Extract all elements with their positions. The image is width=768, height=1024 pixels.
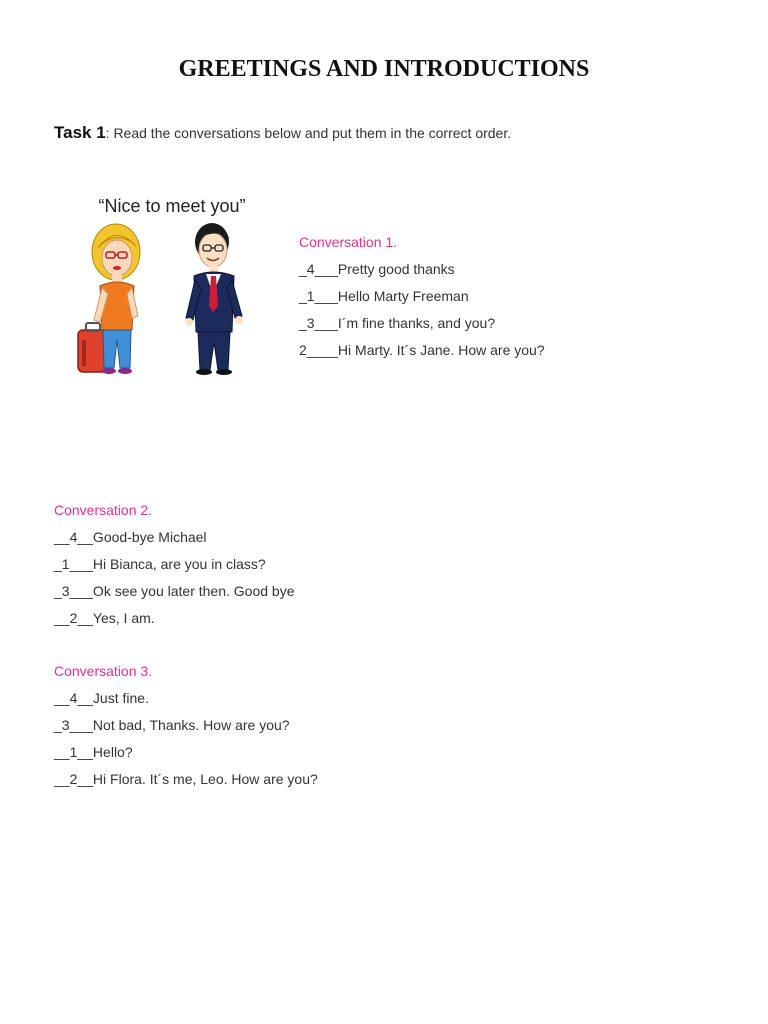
conversation-line: 2____Hi Marty. It´s Jane. How are you? — [299, 342, 545, 358]
two-people-greeting-icon — [72, 190, 272, 380]
conversation-line: __2__Hi Flora. It´s me, Leo. How are you? — [54, 771, 318, 787]
conversation-3 — [54, 662, 318, 797]
conversation-1 — [299, 233, 545, 368]
greeting-illustration — [72, 190, 272, 380]
illustration-caption: “Nice to meet you” — [98, 196, 246, 216]
page-title: GREETINGS AND INTRODUCTIONS — [178, 56, 590, 82]
conversation-heading: Conversation 1. — [299, 234, 398, 250]
conversation-line: _1___Hi Bianca, are you in class? — [54, 556, 266, 572]
task-text: : Read the conversations below and put them in the correct order. — [105, 125, 512, 141]
conversation-line: _3___Ok see you later then. Good bye — [54, 583, 295, 599]
conversation-line: __2__Yes, I am. — [54, 610, 155, 626]
conversation-line: _4___Pretty good thanks — [299, 261, 455, 277]
conversation-heading: Conversation 2. — [54, 502, 153, 518]
task-instruction — [54, 123, 511, 143]
conversation-line: _3___Not bad, Thanks. How are you? — [54, 717, 290, 733]
man-figure — [185, 223, 243, 375]
conversation-2 — [54, 501, 295, 636]
conversation-line: __1__Hello? — [54, 744, 133, 760]
task-label: Task 1 — [54, 123, 106, 142]
conversation-line: __4__Just fine. — [54, 690, 149, 706]
conversation-line: __4__Good-bye Michael — [54, 529, 207, 545]
conversation-heading: Conversation 3. — [54, 663, 153, 679]
conversation-line: _1___Hello Marty Freeman — [299, 288, 469, 304]
conversation-line: _3___I´m fine thanks, and you? — [299, 315, 496, 331]
woman-figure — [78, 224, 140, 374]
